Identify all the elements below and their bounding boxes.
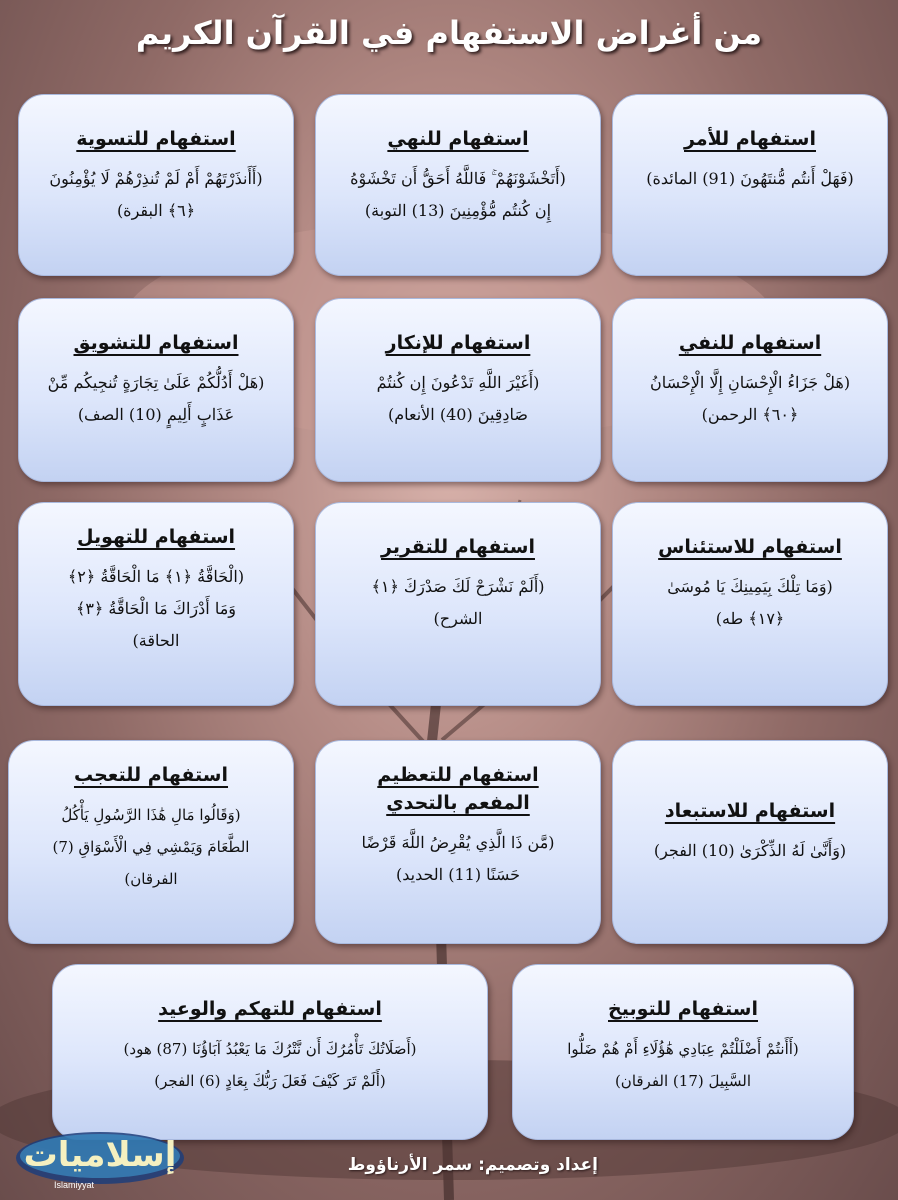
card-intimidation xyxy=(18,502,294,706)
card-verse xyxy=(371,571,544,635)
verse-line: الطَّعَامَ وَيَمْشِي فِي الْأَسْوَاقِ (7) xyxy=(52,838,250,856)
verse-line: (أَأَنتُمْ أَضْلَلْتُمْ عِبَادِي هَٰؤُلَاءِ أَمْ هُمْ ضَلُّوا xyxy=(567,1040,799,1058)
page-title: من أغراض الاستفهام في القرآن الكريم xyxy=(135,14,763,52)
card-verse xyxy=(377,367,540,431)
card-verse xyxy=(53,799,250,895)
card-title: استفهام للتشويق xyxy=(73,332,239,354)
verse-line: (أَغَيْرَ اللَّهِ تَدْعُونَ إِن كُنتُمْ xyxy=(376,373,540,392)
card-verse xyxy=(361,827,554,891)
verse-line: (هَلْ أَدُلُّكُمْ عَلَىٰ تِجَارَةٍ تُنجِيكُم مِّنْ xyxy=(47,373,265,392)
verse-line: (مَّن ذَا الَّذِي يُقْرِضُ اللَّهَ قَرْضًا xyxy=(361,833,555,852)
verse-line: ﴿٦﴾ البقرة) xyxy=(116,201,196,220)
verse-line: إِن كُنتُم مُّؤْمِنِينَ (13) التوبة) xyxy=(364,201,552,220)
card-verse xyxy=(667,571,833,635)
footer-credit: إعداد وتصميم: سمر الأرناؤوط xyxy=(347,1155,598,1175)
card-title: استفهام للإنكار xyxy=(385,332,531,354)
card-verse xyxy=(124,1033,417,1097)
card-title: استفهام للتهكم والوعيد xyxy=(158,998,382,1020)
card-title: استفهام للاستبعاد xyxy=(664,800,836,822)
card-title: استفهام للتسوية xyxy=(76,128,236,150)
verse-line: (وَمَا تِلْكَ بِيَمِينِكَ يَا مُوسَىٰ xyxy=(667,577,833,596)
card-title: استفهام للنفي xyxy=(678,332,822,354)
card-title: استفهام للتقرير xyxy=(381,536,535,558)
verse-line: وَمَا أَدْرَاكَ مَا الْحَاقَّةُ ﴿٣﴾ xyxy=(76,599,236,618)
islamiyyat-logo xyxy=(10,1112,190,1192)
card-verse xyxy=(350,163,566,227)
logo-arabic-text: إسلاميات xyxy=(23,1135,177,1175)
card-title: استفهام للاستئناس xyxy=(658,536,842,558)
card-rebuke xyxy=(512,964,854,1140)
card-prohibition xyxy=(315,94,601,276)
verse-line: السَّبِيلَ (17) الفرقان) xyxy=(614,1072,752,1090)
verse-line: ﴿٦٠﴾ الرحمن) xyxy=(701,405,799,424)
card-glorification xyxy=(315,740,601,944)
logo-latin-text: Islamiyyat xyxy=(54,1180,95,1190)
card-title: استفهام للتعظيم المفعم بالتحدي xyxy=(377,764,539,814)
card-denial xyxy=(315,298,601,482)
card-equality xyxy=(18,94,294,276)
card-verse xyxy=(646,163,853,195)
card-verse xyxy=(650,367,850,431)
card-wonder xyxy=(8,740,294,944)
card-verse xyxy=(48,367,265,431)
verse-line: الفرقان) xyxy=(124,870,178,888)
card-affirmation xyxy=(315,502,601,706)
verse-line: (أَتَخْشَوْنَهُمْ ۚ فَاللَّهُ أَحَقُّ أَن تَخْشَوْهُ xyxy=(350,169,566,188)
verse-line: (وَقَالُوا مَالِ هَٰذَا الرَّسُولِ يَأْكُلُ xyxy=(61,806,241,824)
verse-line: (هَلْ جَزَاءُ الْإِحْسَانِ إِلَّا الْإِحْسَانُ xyxy=(649,373,851,392)
card-title: استفهام للنهي xyxy=(387,128,529,150)
verse-line: الحاقة) xyxy=(132,631,180,650)
card-title: استفهام للتوبيخ xyxy=(608,998,758,1020)
verse-line: (أَأَنذَرْتَهُمْ أَمْ لَمْ تُنذِرْهُمْ لَا يُؤْمِنُونَ xyxy=(49,169,263,188)
verse-line: الشرح) xyxy=(433,609,483,628)
verse-line: حَسَنًا (11) الحديد) xyxy=(395,865,521,884)
card-title: استفهام للتعجب xyxy=(73,764,229,786)
card-improbability xyxy=(612,740,888,944)
card-verse xyxy=(654,835,846,867)
card-negation xyxy=(612,298,888,482)
card-title: استفهام للأمر xyxy=(684,128,816,150)
verse-line: صَادِقِينَ (40) الأنعام) xyxy=(387,405,529,424)
verse-line: ﴿١٧﴾ طه) xyxy=(715,609,785,628)
card-verse xyxy=(68,561,244,657)
verse-line: (الْحَاقَّةُ ﴿١﴾ مَا الْحَاقَّةُ ﴿٢﴾ xyxy=(67,567,245,586)
card-suspense xyxy=(18,298,294,482)
card-verse xyxy=(567,1033,799,1097)
verse-line: (أَصَلَاتُكَ تَأْمُرُكَ أَن نَّتْرُكَ مَا يَعْبُدُ آبَاؤُنَا (87) هود) xyxy=(123,1040,417,1058)
card-title: استفهام للتهويل xyxy=(76,526,236,548)
verse-line: (أَلَمْ تَرَ كَيْفَ فَعَلَ رَبُّكَ بِعَادٍ (6) الفجر) xyxy=(154,1072,386,1090)
verse-line: (فَهَلْ أَنتُم مُّنتَهُونَ (91) المائدة) xyxy=(646,169,854,188)
card-familiarity xyxy=(612,502,888,706)
verse-line: (وَأَنَّىٰ لَهُ الذِّكْرَىٰ (10) الفجر) xyxy=(653,841,847,860)
card-verse xyxy=(49,163,262,227)
card-command xyxy=(612,94,888,276)
verse-line: عَذَابٍ أَلِيمٍ (10) الصف) xyxy=(77,405,235,424)
verse-line: (أَلَمْ نَشْرَحْ لَكَ صَدْرَكَ ﴿١﴾ xyxy=(371,577,545,596)
